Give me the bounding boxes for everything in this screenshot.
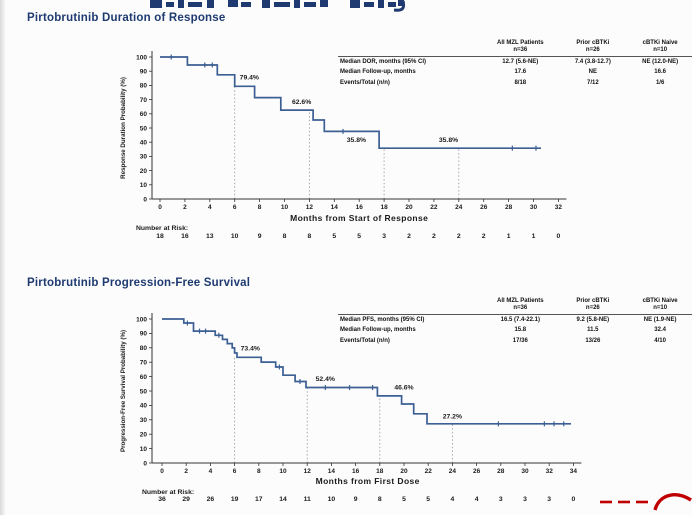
number-at-risk-value: 5 <box>357 233 362 240</box>
x-tick-label: 28 <box>504 204 513 211</box>
x-tick-label: 22 <box>430 204 438 211</box>
number-at-risk-value: 3 <box>498 496 503 503</box>
number-at-risk-value: 17 <box>255 496 263 503</box>
y-tick-label: 90 <box>139 330 147 338</box>
red-watermark-fragment <box>592 489 692 513</box>
stats-col-header: Prior cBTKi n=26 <box>557 38 628 57</box>
number-at-risk-value: 3 <box>382 233 386 240</box>
number-at-risk-value: 9 <box>353 496 358 503</box>
number-at-risk-value: 0 <box>571 496 576 503</box>
number-at-risk-value: 16 <box>181 233 189 240</box>
screen-edge-shadow <box>0 0 6 515</box>
stats-value: 16.5 (7.4-22.1) <box>500 316 540 323</box>
x-tick-label: 18 <box>380 204 388 211</box>
km-annotation: 35.8% <box>346 137 367 145</box>
stats-value: 7.4 (3.8-12.7) <box>574 58 611 65</box>
x-tick-label: 12 <box>305 204 314 211</box>
x-tick-label: 12 <box>303 468 311 475</box>
stats-value: NE (12.0-NE) <box>642 58 679 65</box>
y-tick-label: 10 <box>139 445 147 453</box>
number-at-risk-value: 2 <box>481 233 486 240</box>
number-at-risk-value: 5 <box>332 233 337 240</box>
section-title-duration-of-response: Pirtobrutinib Duration of Response <box>27 12 226 24</box>
stats-value: 7/12 <box>587 79 599 86</box>
number-at-risk-value: 3 <box>523 496 527 503</box>
km-annotation: 79.4% <box>239 74 259 82</box>
number-at-risk-value: 5 <box>402 496 406 503</box>
y-axis-label: Response Duration Probability (%) <box>120 77 127 179</box>
y-tick-label: 0 <box>143 196 147 204</box>
x-tick-label: 8 <box>256 468 261 475</box>
y-tick-label: 100 <box>136 316 147 324</box>
number-at-risk-label: Number at Risk: <box>142 489 195 496</box>
number-at-risk-value: 14 <box>279 496 287 503</box>
clipped-slide-title-fragment <box>0 0 450 12</box>
x-tick-label: 20 <box>400 468 408 475</box>
y-tick-label: 60 <box>139 373 147 381</box>
x-tick-label: 0 <box>158 204 162 211</box>
stats-value: 15.8 <box>514 327 527 333</box>
x-tick-label: 10 <box>280 204 289 211</box>
stats-value: 32.4 <box>654 327 666 333</box>
number-at-risk-value: 10 <box>327 496 336 503</box>
x-tick-label: 10 <box>279 468 287 475</box>
x-tick-label: 2 <box>184 468 189 475</box>
y-tick-label: 80 <box>139 82 147 90</box>
stats-corner-cell <box>338 38 483 57</box>
number-at-risk-value: 10 <box>230 233 239 240</box>
y-tick-label: 20 <box>139 167 147 175</box>
km-annotation: 52.4% <box>315 375 335 383</box>
stats-value: 8/18 <box>514 79 527 86</box>
x-tick-label: 4 <box>207 204 212 211</box>
y-tick-label: 60 <box>139 111 147 119</box>
x-tick-label: 32 <box>554 204 563 211</box>
number-at-risk-value: 13 <box>206 233 214 240</box>
x-tick-label: 28 <box>497 468 505 475</box>
number-at-risk-value: 1 <box>506 233 511 240</box>
x-axis-label: Months from First Dose <box>315 476 420 486</box>
stats-corner-cell <box>338 296 483 315</box>
x-tick-label: 16 <box>355 204 363 211</box>
number-at-risk-value: 0 <box>556 233 561 240</box>
number-at-risk-value: 36 <box>158 496 166 503</box>
x-tick-label: 32 <box>545 468 553 475</box>
stats-row-label: Events/Total (n/n) <box>340 337 390 344</box>
y-axis-label: Progression-Free Survival Probability (%) <box>120 329 127 453</box>
x-tick-label: 24 <box>455 204 463 211</box>
y-tick-label: 0 <box>143 460 147 468</box>
stats-value: 4/10 <box>654 337 666 344</box>
km-annotation: 73.4% <box>240 345 260 353</box>
stats-col-header: cBTKi Naive n=10 <box>628 38 692 57</box>
x-tick-label: 22 <box>424 468 432 475</box>
y-tick-label: 40 <box>139 139 147 147</box>
y-tick-label: 90 <box>139 68 147 76</box>
dor-stats-table <box>338 38 692 89</box>
y-tick-label: 30 <box>139 153 147 161</box>
x-tick-label: 20 <box>405 204 413 211</box>
x-tick-label: 30 <box>521 468 529 475</box>
x-tick-label: 4 <box>208 468 213 475</box>
stats-value: NE (1.9-NE) <box>643 316 677 323</box>
number-at-risk-value: 8 <box>282 233 287 240</box>
y-tick-label: 30 <box>139 417 147 425</box>
number-at-risk-value: 8 <box>377 496 382 503</box>
section-title-progression-free-survival: Pirtobrutinib Progression-Free Survival <box>27 277 251 289</box>
y-tick-label: 50 <box>139 388 147 396</box>
km-annotation: 35.8% <box>438 137 459 145</box>
stats-value: 17.6 <box>514 69 527 75</box>
km-annotation: 62.6% <box>291 98 312 106</box>
x-tick-label: 26 <box>480 204 488 211</box>
x-tick-label: 6 <box>232 204 237 211</box>
stats-value: 11.5 <box>587 327 599 333</box>
number-at-risk-value: 18 <box>156 233 164 240</box>
km-annotation: 46.6% <box>394 384 414 392</box>
x-tick-label: 6 <box>232 468 237 475</box>
number-at-risk-value: 11 <box>303 496 311 503</box>
stats-value: 16.6 <box>654 69 666 75</box>
x-tick-label: 8 <box>257 204 262 211</box>
number-at-risk-value: 2 <box>407 233 411 240</box>
stats-col-header: Prior cBTKi n=26 <box>557 296 628 315</box>
x-tick-label: 16 <box>351 468 360 475</box>
stats-row-label: Median Follow-up, months <box>340 327 416 333</box>
stats-value: 9.2 (5.8-NE) <box>576 316 610 323</box>
x-tick-label: 26 <box>472 468 481 475</box>
stats-row-label: Events/Total (n/n) <box>340 79 390 86</box>
number-at-risk-value: 26 <box>206 496 215 503</box>
number-at-risk-value: 2 <box>456 233 461 240</box>
number-at-risk-value: 29 <box>182 496 190 503</box>
x-tick-label: 34 <box>569 468 578 475</box>
stats-col-header: cBTKi Naive n=10 <box>628 296 692 315</box>
y-tick-label: 80 <box>139 345 147 353</box>
number-at-risk-value: 4 <box>450 496 455 503</box>
y-tick-label: 20 <box>139 431 147 439</box>
pfs-stats-table <box>338 296 692 347</box>
number-at-risk-value: 5 <box>426 496 431 503</box>
x-tick-label: 14 <box>327 468 336 475</box>
y-tick-label: 10 <box>139 182 147 190</box>
number-at-risk-value: 8 <box>307 233 312 240</box>
y-tick-label: 40 <box>139 402 147 410</box>
x-tick-label: 18 <box>376 468 384 475</box>
y-tick-label: 70 <box>139 359 147 367</box>
x-tick-label: 30 <box>529 204 538 211</box>
km-annotation: 27.2% <box>442 413 463 421</box>
x-tick-label: 0 <box>160 468 164 475</box>
y-tick-label: 70 <box>139 96 147 104</box>
y-tick-label: 100 <box>136 54 147 62</box>
number-at-risk-value: 9 <box>257 233 262 240</box>
number-at-risk-value: 2 <box>432 233 436 240</box>
number-at-risk-label: Number at Risk: <box>136 225 189 232</box>
stats-value: 13/26 <box>585 337 601 344</box>
x-tick-label: 24 <box>448 468 457 475</box>
y-tick-label: 50 <box>139 125 147 133</box>
stats-col-header: All MZL Patients n=36 <box>483 296 557 315</box>
stats-value: NE <box>588 69 598 75</box>
x-tick-label: 14 <box>330 204 338 211</box>
number-at-risk-value: 4 <box>474 496 479 503</box>
number-at-risk-value: 1 <box>531 233 536 240</box>
stats-row-label: Median PFS, months (95% CI) <box>340 316 425 323</box>
stats-value: 17/36 <box>512 337 528 344</box>
number-at-risk-value: 19 <box>230 496 239 503</box>
stats-value: 1/6 <box>655 79 665 86</box>
x-tick-label: 2 <box>183 204 187 211</box>
stats-col-header: All MZL Patients n=36 <box>483 38 557 57</box>
stats-row-label: Median Follow-up, months <box>340 69 416 75</box>
stats-row-label: Median DOR, months (95% CI) <box>340 58 427 65</box>
stats-value: 12.7 (5.6-NE) <box>502 58 539 65</box>
x-axis-label: Months from Start of Response <box>290 213 429 223</box>
number-at-risk-value: 3 <box>547 496 552 503</box>
